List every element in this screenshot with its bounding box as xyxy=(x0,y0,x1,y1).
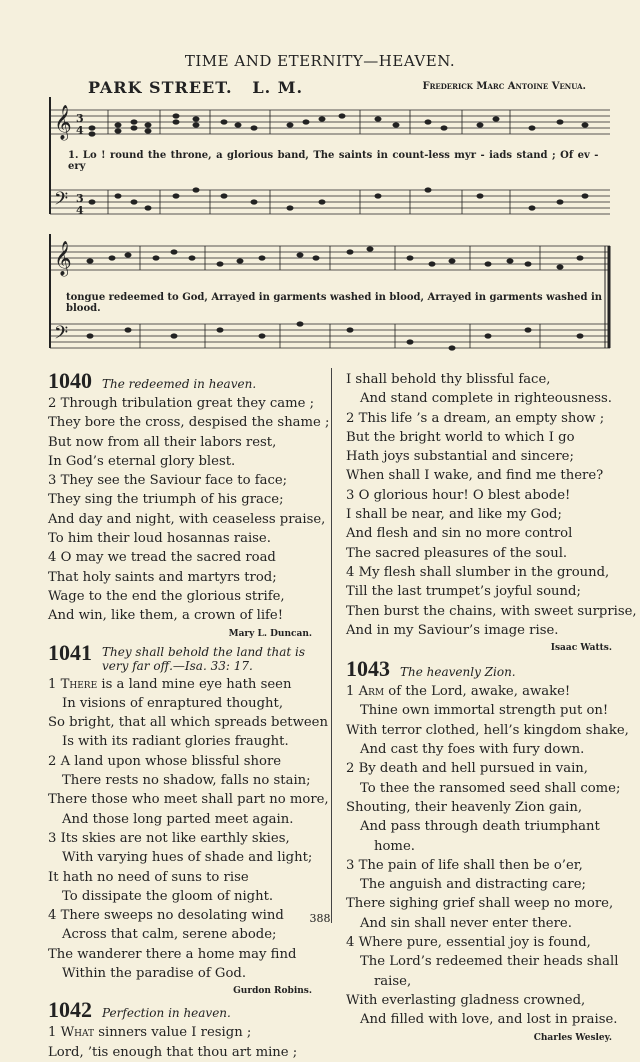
note xyxy=(347,249,354,254)
tune-name: PARK STREET. xyxy=(88,78,233,97)
hymn-1042-text-cont xyxy=(346,370,637,640)
bass-clef: 𝄢 xyxy=(54,189,69,214)
note xyxy=(319,116,326,121)
note xyxy=(115,128,122,133)
note xyxy=(193,122,200,127)
first-word: There xyxy=(60,676,98,692)
hymn-line: Lord, ’tis enough that thou art mine ; xyxy=(48,1044,298,1060)
hymn-line: 3 Its skies are not like earthly skies, xyxy=(48,830,290,846)
note xyxy=(115,193,122,198)
note xyxy=(237,258,244,263)
hymn-author: Charles Wesley. xyxy=(533,1032,612,1043)
note xyxy=(303,119,310,124)
page-number: 388 xyxy=(309,912,331,925)
tune-meter: L. M. xyxy=(252,78,304,97)
note xyxy=(557,199,564,204)
note xyxy=(425,119,432,124)
hymn-line: To dissipate the gloom of night. xyxy=(62,888,274,904)
hymn-line: 3 O glorious hour! O blest abode! xyxy=(346,487,571,503)
hymn-line: Thine own immortal strength put on! xyxy=(360,703,609,719)
note xyxy=(529,205,536,210)
hymn-line: 4 Where pure, essential joy is found, xyxy=(346,935,591,951)
hymn-line: 1 There is a land mine eye hath seen xyxy=(48,676,292,692)
note xyxy=(577,255,584,260)
hymn-line: And flesh and sin no more control xyxy=(346,526,573,542)
note xyxy=(145,122,152,127)
note xyxy=(582,122,589,127)
note xyxy=(125,327,132,332)
hymn-header xyxy=(48,999,316,1021)
hymn-title: They shall behold the land that is very far off.—Isa. 33: 17. xyxy=(102,644,306,673)
note xyxy=(89,131,96,136)
hymn-header xyxy=(48,370,316,392)
time-signature: 3 xyxy=(76,192,84,205)
hymn-line: Till the last trumpet’s joyful sound; xyxy=(346,584,581,600)
hymn-line: It hath no need of suns to rise xyxy=(48,869,249,885)
first-word: Arm xyxy=(358,684,385,700)
hymn-line: Then burst the chains, with sweet surprise, xyxy=(346,603,637,619)
note xyxy=(525,327,532,332)
hymn-line: Across that calm, serene abode; xyxy=(62,927,277,943)
note xyxy=(525,261,532,266)
music-underlay-1: 1. Lo ! round the throne, a glorious band, The saints in count-less myr - iads stand ; Of ev - ery xyxy=(68,150,599,172)
hymn-line: With varying hues of shade and light; xyxy=(62,850,313,866)
note xyxy=(582,193,589,198)
hymn-1040-text xyxy=(48,394,330,626)
hymn-line: 2 A land upon whose blissful shore xyxy=(48,753,282,769)
hymn-line: 4 There sweeps no desolating wind xyxy=(48,908,284,924)
hymn-line: That holy saints and martyrs trod; xyxy=(48,569,277,585)
hymn-line: With everlasting gladness crowned, xyxy=(346,992,586,1008)
note xyxy=(529,125,536,130)
time-signature: 3 xyxy=(76,112,84,125)
hymn-line: And stand complete in righteousness. xyxy=(360,391,612,407)
note xyxy=(217,261,224,266)
hymn-line-rest: of the Lord, awake, awake! xyxy=(384,684,571,700)
note xyxy=(507,258,514,263)
time-signature: 4 xyxy=(76,124,84,137)
note xyxy=(193,187,200,192)
note xyxy=(115,122,122,127)
hymn-author: Mary L. Duncan. xyxy=(228,628,312,639)
note xyxy=(259,333,266,338)
note xyxy=(173,193,180,198)
note xyxy=(577,333,584,338)
note xyxy=(375,116,382,121)
note xyxy=(313,255,320,260)
hymn-line: They sing the triumph of his grace; xyxy=(48,492,284,508)
hymn-header xyxy=(48,639,316,673)
note xyxy=(477,122,484,127)
hymn-line: To thee the ransomed seed shall come; xyxy=(360,780,621,796)
note xyxy=(407,339,414,344)
note xyxy=(221,119,228,124)
note xyxy=(173,113,180,118)
hymn-line: The Lord’s redeemed their heads shall xyxy=(360,954,619,970)
note xyxy=(145,128,152,133)
note xyxy=(109,255,116,260)
right-column xyxy=(346,370,637,1046)
note xyxy=(153,255,160,260)
column-divider xyxy=(331,368,332,923)
note xyxy=(407,255,414,260)
hymn-line: I shall be near, and like my God; xyxy=(346,507,562,523)
note xyxy=(297,252,304,257)
note xyxy=(493,116,500,121)
hymn-author: Gurdon Robins. xyxy=(233,986,312,997)
note xyxy=(259,255,266,260)
hymn-line: Within the paradise of God. xyxy=(62,966,247,982)
hymn-header xyxy=(346,658,616,680)
note xyxy=(339,113,346,118)
note xyxy=(287,205,294,210)
note xyxy=(485,261,492,266)
hymn-title: Perfection in heaven. xyxy=(102,1006,231,1021)
note xyxy=(221,193,228,198)
hymn-1043-text xyxy=(346,682,629,1029)
hymn-line: raise, xyxy=(374,973,412,989)
note xyxy=(251,125,258,130)
note xyxy=(189,255,196,260)
note xyxy=(367,246,374,251)
note xyxy=(89,199,96,204)
hymn-line: And sin shall never enter there. xyxy=(360,915,572,931)
hymn-line: They bore the cross, despised the shame ; xyxy=(48,415,330,431)
hymn-number: 1043 xyxy=(346,656,390,682)
hymn-author: Isaac Watts. xyxy=(550,643,612,654)
note xyxy=(449,345,456,350)
note xyxy=(125,252,132,257)
hymn-number: 1040 xyxy=(48,368,92,393)
note xyxy=(131,125,138,130)
note xyxy=(429,261,436,266)
note xyxy=(297,321,304,326)
hymn-line: 1 Arm of the Lord, awake, awake! xyxy=(346,684,571,700)
hymn-line: When shall I wake, and find me there? xyxy=(346,468,604,484)
page-header: TIME AND ETERNITY—HEAVEN. xyxy=(184,52,456,70)
hymn-line: The wanderer there a home may find xyxy=(48,946,297,962)
music-score xyxy=(40,92,620,364)
hymn-1042-text-start xyxy=(48,1023,316,1062)
hymn-line: Hath joys substantial and sincere; xyxy=(346,449,574,465)
hymn-line: With terror clothed, hell’s kingdom shake, xyxy=(346,722,629,738)
hymn-line: I shall behold thy blissful face, xyxy=(346,372,551,387)
note xyxy=(485,333,492,338)
note xyxy=(235,122,242,127)
note xyxy=(171,333,178,338)
note xyxy=(193,116,200,121)
note xyxy=(425,187,432,192)
note xyxy=(449,258,456,263)
hymn-line: In God’s eternal glory blest. xyxy=(48,453,236,469)
hymn-line: 3 They see the Saviour face to face; xyxy=(48,473,288,489)
treble-clef: 𝄞 xyxy=(54,241,72,276)
hymn-line: And day and night, with ceaseless praise, xyxy=(48,511,326,527)
note xyxy=(131,199,138,204)
note xyxy=(87,258,94,263)
note xyxy=(145,205,152,210)
hymn-line: Wage to the end the glorious strife, xyxy=(48,588,285,604)
hymn-line: Shouting, their heavenly Zion gain, xyxy=(346,799,583,815)
hymn-line: But the bright world to which I go xyxy=(346,429,575,445)
hymn-line-rest: sinners value I resign ; xyxy=(94,1025,252,1041)
hymn-line: 4 O may we tread the sacred road xyxy=(48,550,276,566)
hymn-line: The sacred pleasures of the soul. xyxy=(346,545,568,561)
note xyxy=(173,119,180,124)
hymn-line: 1 What sinners value I resign ; xyxy=(48,1025,252,1041)
note xyxy=(557,119,564,124)
music-underlay-2: tongue redeemed to God, Arrayed in garments washed in blood, Arrayed in garments washed in blood. xyxy=(66,292,603,314)
note xyxy=(319,199,326,204)
bass-clef: 𝄢 xyxy=(54,323,69,348)
note xyxy=(557,264,564,269)
hymn-number: 1042 xyxy=(48,997,92,1023)
hymn-line: There rests no shadow, falls no stain; xyxy=(62,773,311,789)
note xyxy=(89,125,96,130)
hymn-line: home. xyxy=(374,838,415,854)
hymn-line: 2 By death and hell pursued in vain, xyxy=(346,761,588,777)
hymn-line: There those who meet shall part no more, xyxy=(48,792,329,808)
hymn-line: The anguish and distracting care; xyxy=(360,877,586,893)
note xyxy=(441,125,448,130)
first-word: What xyxy=(60,1025,95,1041)
hymn-title: The redeemed in heaven. xyxy=(102,377,257,391)
note xyxy=(171,249,178,254)
hymn-line: And filled with love, and lost in praise. xyxy=(360,1012,618,1028)
note xyxy=(393,122,400,127)
hymn-number: 1041 xyxy=(48,639,92,665)
hymn-line: 2 This life ’s a dream, an empty show ; xyxy=(346,410,605,426)
hymn-line: To him their loud hosannas raise. xyxy=(48,531,271,547)
hymn-line-rest: is a land mine eye hath seen xyxy=(97,676,292,692)
note xyxy=(131,119,138,124)
note xyxy=(375,193,382,198)
hymn-line: 3 The pain of life shall then be o’er, xyxy=(346,857,583,873)
composer: Frederick Marc Antoine Venua. xyxy=(422,81,586,92)
hymn-line: And those long parted meet again. xyxy=(62,811,294,827)
note xyxy=(477,193,484,198)
hymn-line: And win, like them, a crown of life! xyxy=(48,608,284,624)
hymn-title: The heavenly Zion. xyxy=(400,665,516,680)
hymn-line: But now from all their labors rest, xyxy=(48,434,277,450)
treble-clef: 𝄞 xyxy=(54,105,72,140)
time-signature: 4 xyxy=(76,204,84,217)
note xyxy=(251,199,258,204)
note xyxy=(87,333,94,338)
hymn-line: In visions of enraptured thought, xyxy=(62,695,284,711)
hymn-line: There sighing grief shall weep no more, xyxy=(346,896,614,912)
hymn-line: So bright, that all which spreads between xyxy=(48,715,328,731)
hymn-line: And cast thy foes with fury down. xyxy=(360,742,585,758)
hymn-line: Is with its radiant glories fraught. xyxy=(62,734,289,750)
hymn-line: 4 My flesh shall slumber in the ground, xyxy=(346,564,610,580)
hymn-line: 2 Through tribulation great they came ; xyxy=(48,396,315,411)
note xyxy=(287,122,294,127)
hymn-line: And in my Saviour’s image rise. xyxy=(346,622,559,638)
note xyxy=(347,327,354,332)
hymn-line: And pass through death triumphant xyxy=(360,819,600,835)
note xyxy=(217,327,224,332)
